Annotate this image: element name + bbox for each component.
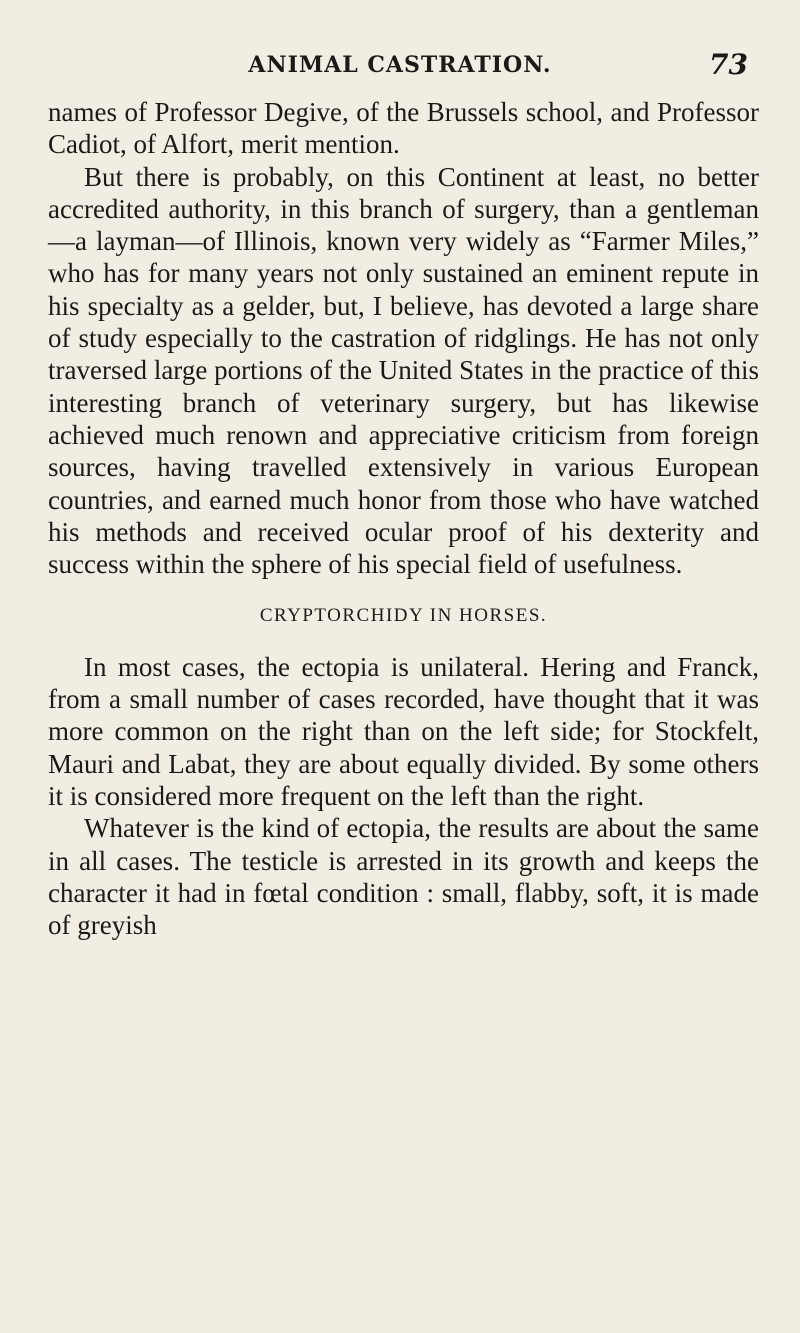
paragraph-ectopia-unilateral: In most cases, the ectopia is unilateral. Hering and Franck, from a small number of cases recorded, have thought that it was more common on the right than on the left side; for Stockfelt, Mauri and Labat, they are about equally divided. By some others it is considered more frequent on the left than the right. (48, 651, 759, 811)
paragraph-farmer-miles: But there is probably, on this Continent at least, no better accredited authority, in this branch of surgery, than a gentleman—a layman—of Illinois, known very widely as “Farmer Miles,” who has for many years not only sustained an eminent repute in his specialty as a gelder, but, I believe, has devoted a large share of study especially to the castration of ridglings. He has not only traversed large portions of the United States in the practice of this interesting branch of veterinary surgery, but has likewise achieved much renown and appreciative criticism from foreign sources, having travelled extensively in various European countries, and earned much honor from those who have watched his methods and received ocular proof of his dexterity and success within the sphere of his special field of usefulness. (48, 161, 759, 580)
running-head (0, 48, 800, 84)
paragraph-ectopia-results: Whatever is the kind of ectopia, the results are about the same in all cases. The testicle is arrested in its growth and keeps the character it had in fœtal condition : small, flabby, soft, it is made of greyish (48, 813, 759, 941)
paragraph-continued: names of Professor Degive, of the Brussels school, and Professor Cadiot, of Alfort, merit mention. (48, 97, 759, 160)
section-heading: CRYPTORCHIDY IN HORSES. (259, 605, 548, 627)
page-number: 73 (709, 48, 748, 81)
running-title: ANIMAL CASTRATION. (248, 52, 552, 78)
body-text (48, 96, 759, 941)
